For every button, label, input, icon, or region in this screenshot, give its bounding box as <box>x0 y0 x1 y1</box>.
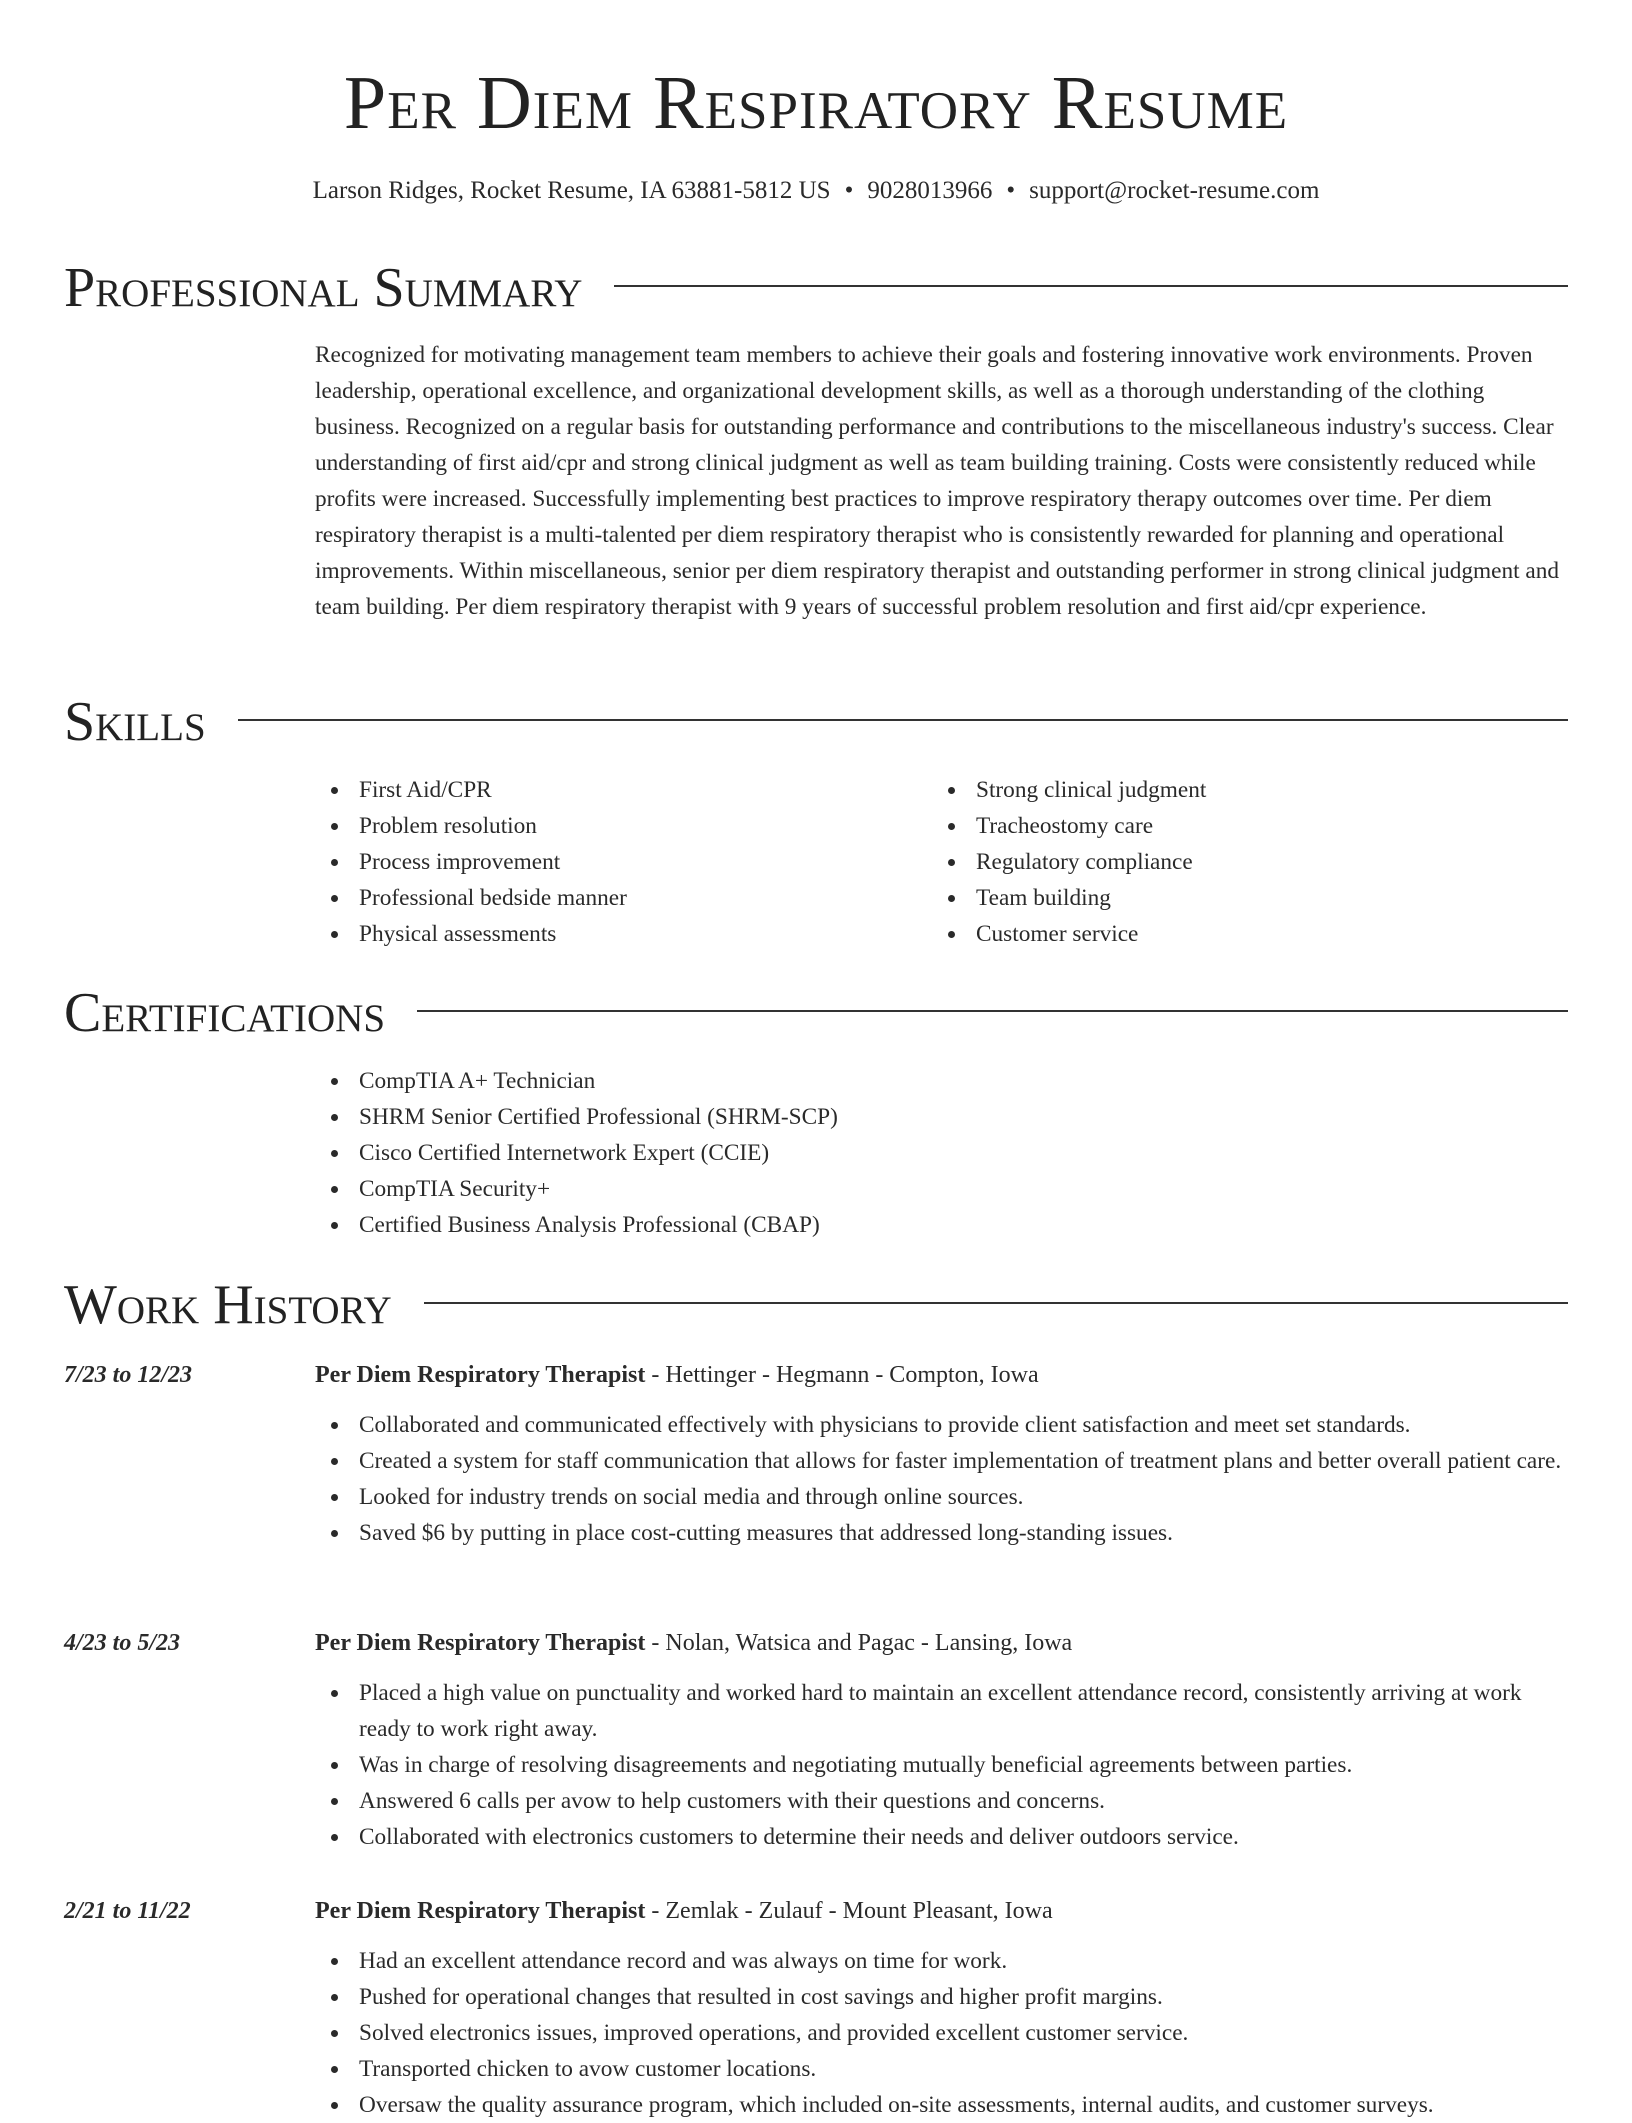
certifications-list <box>315 1063 838 1243</box>
job-role: Per Diem Respiratory Therapist <box>315 1898 646 1924</box>
job-header <box>315 1893 1053 1929</box>
skill-item: Team building <box>932 880 1568 916</box>
skill-item: Tracheostomy care <box>932 808 1568 844</box>
skill-item: Strong clinical judgment <box>932 772 1568 808</box>
section-rule <box>238 719 1568 721</box>
section-work-history <box>64 1275 1568 1335</box>
skill-item: Professional bedside manner <box>315 880 915 916</box>
job-role: Per Diem Respiratory Therapist <box>315 1362 646 1388</box>
skill-item: Process improvement <box>315 844 915 880</box>
resume-title: Per Diem Respiratory Resume <box>343 61 1289 145</box>
contact-separator: • <box>1006 177 1016 204</box>
summary-text: Recognized for motivating management team members to achieve their goals and fostering innovative work environments. Proven leadership, operational excellence, and organizational development skills, as well as a thorough understanding of the clothing business. Recognized on a regular basis for outstanding performance and contributions to the miscellaneous industry's success. Clear understanding of first aid/cpr and strong clinical judgment as well as team building training. Costs were consistently reduced while profits were increased. Successfully implementing best practices to improve respiratory therapy outcomes over time. Per diem respiratory therapist is a multi-talented per diem respiratory therapist who is consistently rewarded for planning and operational improvements. Within miscellaneous, senior per diem respiratory therapist and outstanding performer in strong clinical judgment and team building. Per diem respiratory therapist with 9 years of successful problem resolution and first aid/cpr experience. <box>315 342 1560 620</box>
job-employer: - Hettinger - Hegmann - Compton, Iowa <box>645 1362 1039 1388</box>
job-employer: - Nolan, Watsica and Pagac - Lansing, Iowa <box>645 1630 1073 1656</box>
certification-item: SHRM Senior Certified Professional (SHRM-SCP) <box>315 1099 838 1135</box>
section-certifications <box>64 983 1568 1043</box>
contact-address: Larson Ridges, Rocket Resume, IA 63881-5812 US <box>312 177 831 204</box>
job-bullet: Had an excellent attendance record and was always on time for work. <box>315 1943 1568 1979</box>
job-header <box>315 1625 1072 1661</box>
skill-item: First Aid/CPR <box>315 772 915 808</box>
section-skills <box>64 692 1568 752</box>
job-dates: 4/23 to 5/23 <box>64 1630 181 1656</box>
job-bullet: Collaborated and communicated effectively with physicians to provide client satisfaction and meet set standards. <box>315 1407 1568 1443</box>
section-rule <box>417 1010 1568 1012</box>
section-professional-summary <box>64 258 1568 318</box>
skill-item: Physical assessments <box>315 916 915 952</box>
contact-line <box>64 174 1568 208</box>
certification-item: CompTIA A+ Technician <box>315 1063 838 1099</box>
job-bullet: Solved electronics issues, improved operations, and provided excellent customer service. <box>315 2015 1568 2051</box>
job-bullet: Placed a high value on punctuality and worked hard to maintain an excellent attendance record, consistently arriving at work ready to work right away. <box>315 1675 1568 1747</box>
job-dates: 7/23 to 12/23 <box>64 1362 193 1388</box>
job-bullet: Pushed for operational changes that resulted in cost savings and higher profit margins. <box>315 1979 1568 2015</box>
skill-item: Problem resolution <box>315 808 915 844</box>
certification-item: Cisco Certified Internetwork Expert (CCIE) <box>315 1135 838 1171</box>
section-rule <box>614 285 1568 287</box>
skills-left-column <box>315 772 915 952</box>
job-bullet: Collaborated with electronics customers to determine their needs and deliver outdoors service. <box>315 1819 1568 1855</box>
job-header <box>315 1357 1039 1393</box>
skill-item: Customer service <box>932 916 1568 952</box>
job-bullet: Saved $6 by putting in place cost-cutting measures that addressed long-standing issues. <box>315 1515 1568 1551</box>
job-role: Per Diem Respiratory Therapist <box>315 1630 646 1656</box>
section-heading: Skills <box>64 691 206 753</box>
certification-item: Certified Business Analysis Professional (CBAP) <box>315 1207 838 1243</box>
skills-right-column <box>932 772 1568 952</box>
job-bullet: Answered 6 calls per avow to help customers with their questions and concerns. <box>315 1783 1568 1819</box>
contact-separator: • <box>844 177 854 204</box>
job-bullet: Was in charge of resolving disagreements and negotiating mutually beneficial agreements between parties. <box>315 1747 1568 1783</box>
contact-email: support@rocket-resume.com <box>1029 177 1320 204</box>
section-heading: Professional Summary <box>64 257 583 319</box>
job-bullet: Looked for industry trends on social media and through online sources. <box>315 1479 1568 1515</box>
section-rule <box>424 1302 1568 1304</box>
job-bullet: Oversaw the quality assurance program, which included on-site assessments, internal audits, and customer surveys. <box>315 2087 1568 2123</box>
job-bullet: Created a system for staff communication that allows for faster implementation of treatment plans and better overall patient care. <box>315 1443 1568 1479</box>
skill-item: Regulatory compliance <box>932 844 1568 880</box>
job-dates: 2/21 to 11/22 <box>64 1898 191 1924</box>
section-heading: Certifications <box>64 982 386 1044</box>
contact-phone: 9028013966 <box>867 177 993 204</box>
job-bullet: Transported chicken to avow customer locations. <box>315 2051 1568 2087</box>
certification-item: CompTIA Security+ <box>315 1171 838 1207</box>
section-heading: Work History <box>64 1274 392 1336</box>
job-employer: - Zemlak - Zulauf - Mount Pleasant, Iowa <box>645 1898 1053 1924</box>
